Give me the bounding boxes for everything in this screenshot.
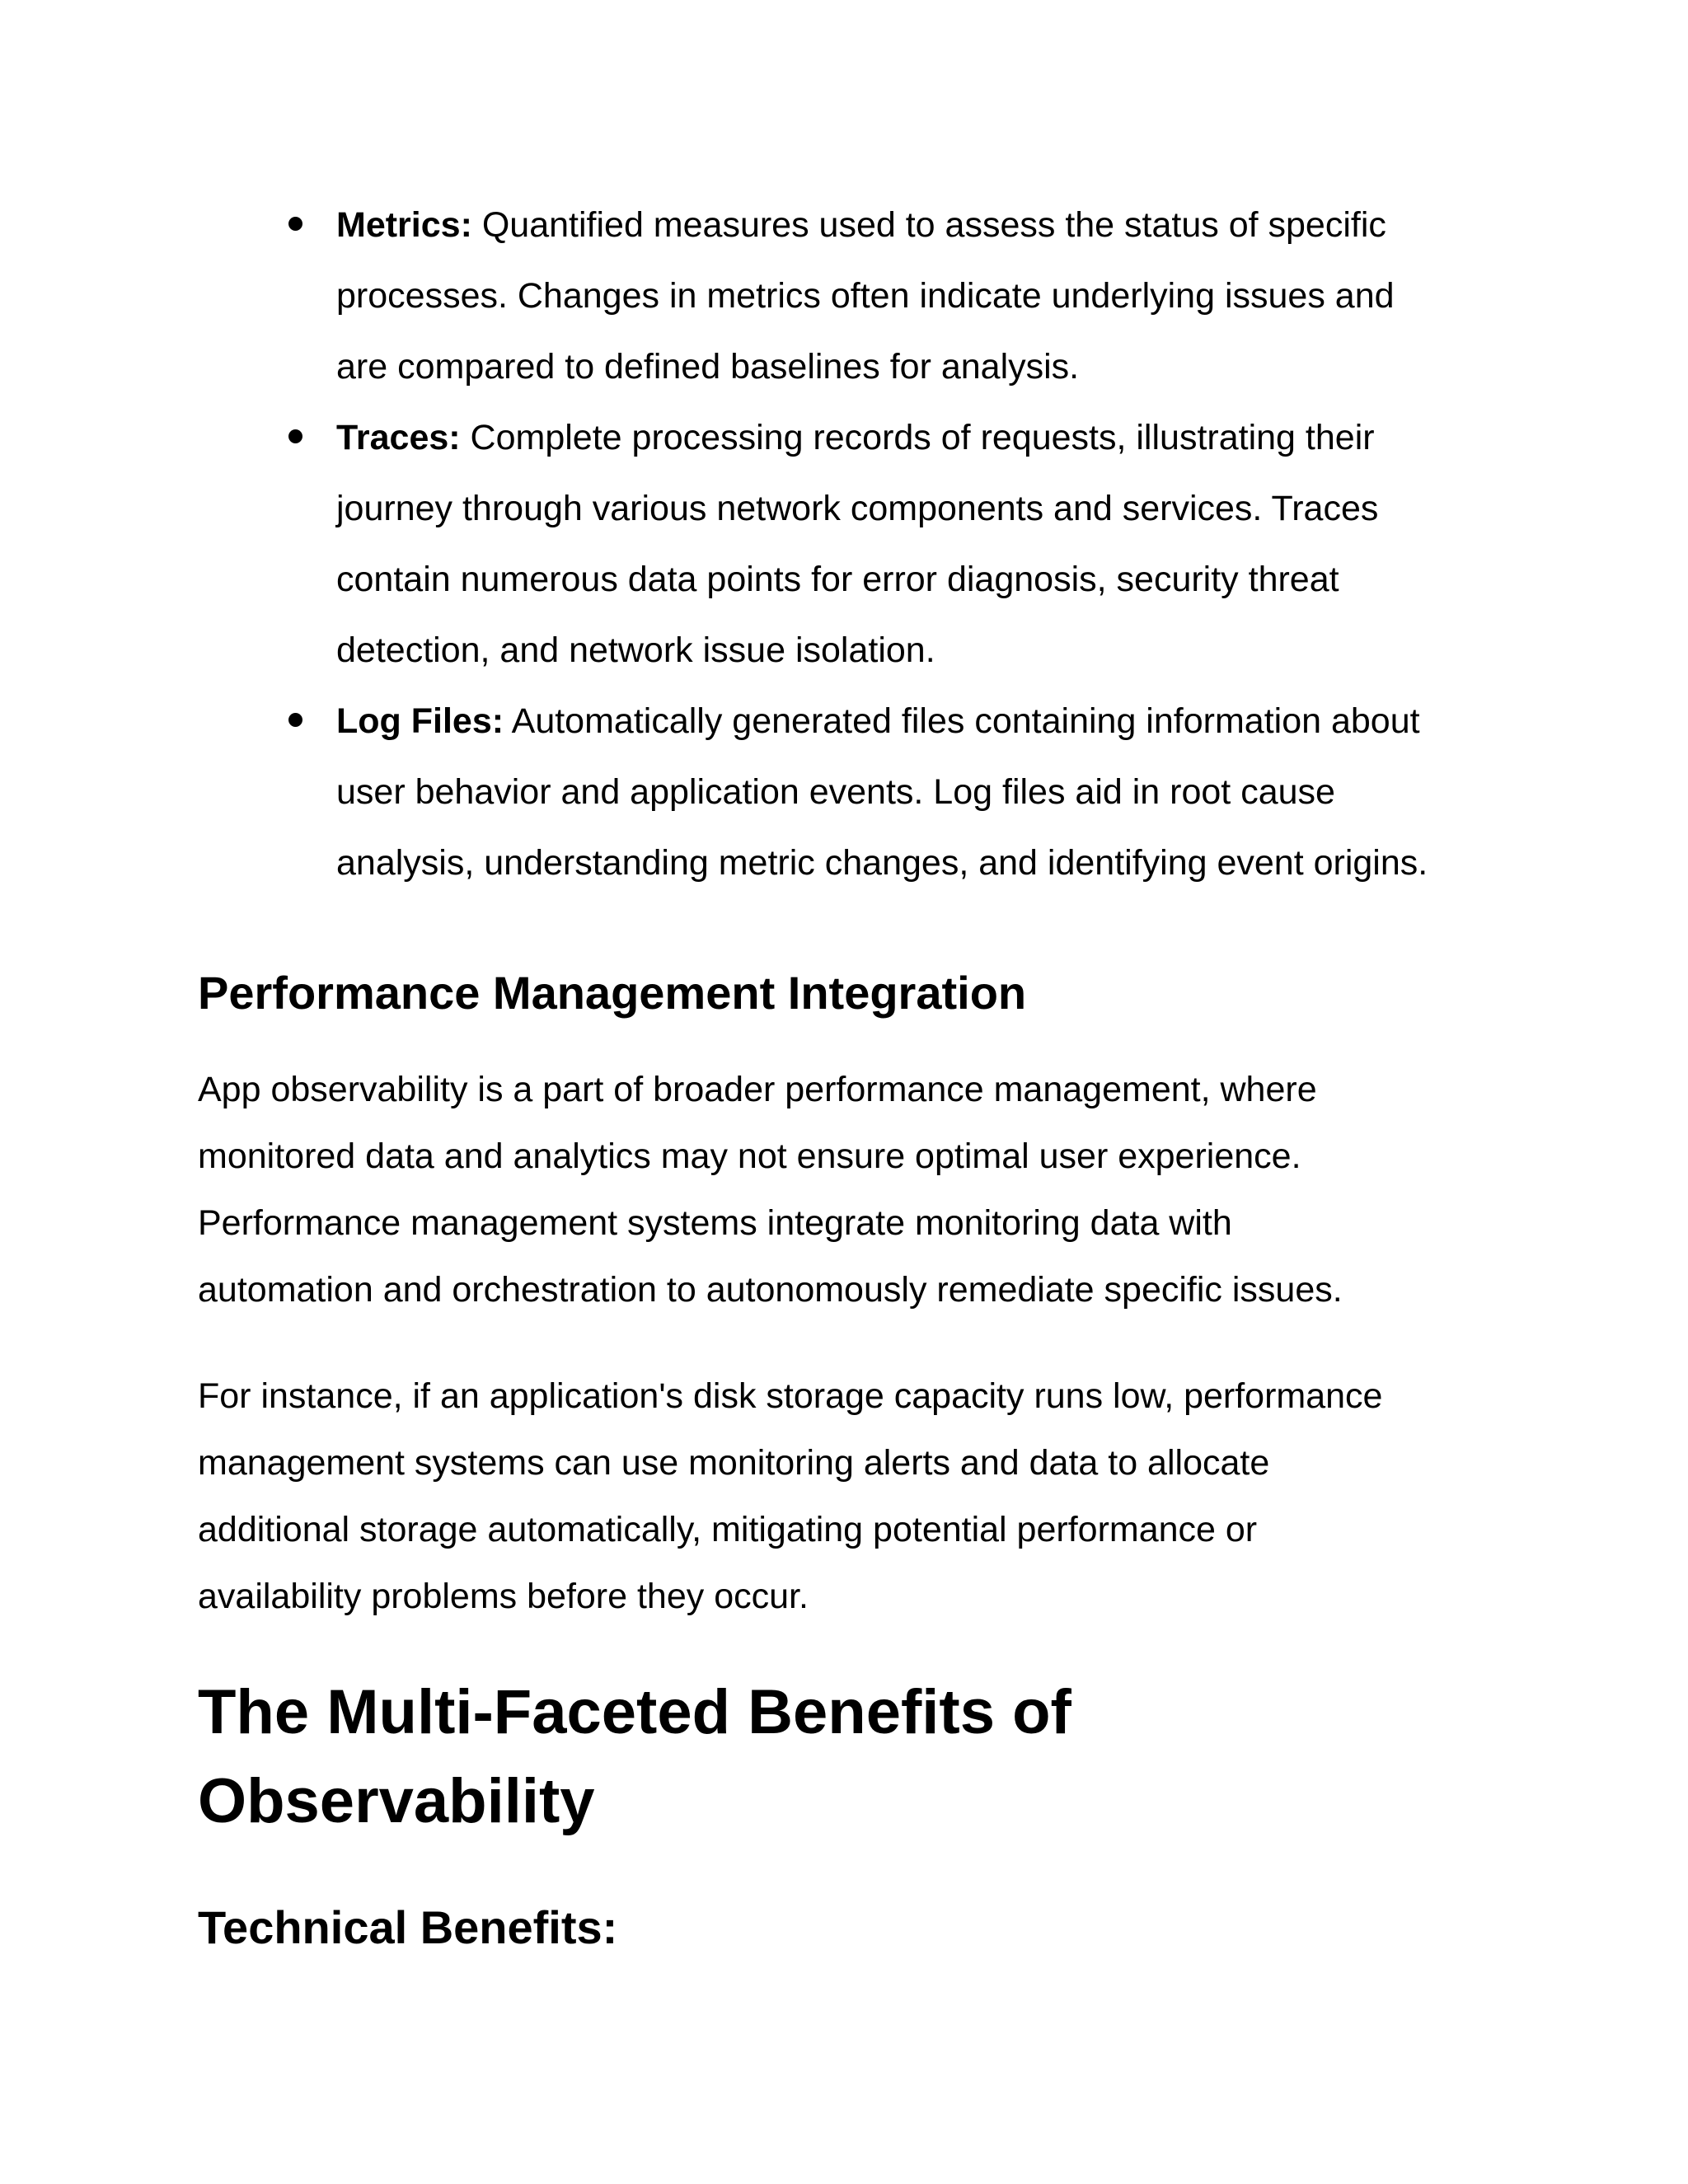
paragraph-line: monitored data and analytics may not ensure optimal user experience. [198, 1137, 1301, 1176]
paragraph-line: automation and orchestration to autonomously remediate specific issues. [198, 1270, 1343, 1310]
bullet-line: analysis, understanding metric changes, and identifying event origins. [336, 843, 1428, 883]
major-heading-benefits [198, 1668, 1517, 1846]
paragraph-line: availability problems before they occur. [198, 1577, 809, 1616]
bullet-text: Automatically generated files containing information about [504, 701, 1420, 741]
performance-paragraph-1 [198, 1057, 1517, 1324]
document-page [198, 190, 1517, 1955]
bullet-dot-icon [288, 713, 302, 727]
bullet-term: Traces: [336, 418, 461, 457]
heading-line: Observability [198, 1766, 595, 1836]
bullet-line: journey through various network components and services. Traces [336, 489, 1379, 528]
bullet-line [336, 402, 1517, 473]
bullet-line: user behavior and application events. Log files aid in root cause [336, 772, 1335, 812]
bullet-dot-icon [288, 217, 302, 231]
bullet-line: are compared to defined baselines for analysis. [336, 347, 1080, 387]
bullet-text: Complete processing records of requests, illustrating their [460, 418, 1375, 457]
paragraph-line: Performance management systems integrate monitoring data with [198, 1203, 1232, 1243]
bullet-line [336, 686, 1517, 757]
bullet-line: processes. Changes in metrics often indicate underlying issues and [336, 276, 1395, 316]
bullet-text: Quantified measures used to assess the status of specific [471, 205, 1386, 245]
bullet-item-traces [336, 402, 1517, 686]
paragraph-line: management systems can use monitoring alerts and data to allocate [198, 1443, 1270, 1483]
bullet-term: Log Files: [336, 701, 504, 741]
section-heading-performance: Performance Management Integration [198, 967, 1027, 1019]
paragraph-line: For instance, if an application's disk storage capacity runs low, performance [198, 1376, 1383, 1416]
bullet-line: contain numerous data points for error diagnosis, security threat [336, 560, 1339, 599]
heading-line: The Multi-Faceted Benefits of [198, 1677, 1071, 1747]
bullet-line [336, 190, 1517, 260]
paragraph-line: additional storage automatically, mitigating potential performance or [198, 1510, 1258, 1549]
performance-paragraph-2 [198, 1363, 1517, 1630]
bullet-line: detection, and network issue isolation. [336, 630, 935, 670]
bullet-item-metrics [336, 190, 1517, 402]
bullet-term: Metrics: [336, 205, 472, 245]
subheading-technical-benefits: Technical Benefits: [198, 1901, 618, 1953]
paragraph-line: App observability is a part of broader performance management, where [198, 1070, 1317, 1109]
bullet-dot-icon [288, 429, 302, 443]
telemetry-bullet-list [198, 190, 1517, 898]
bullet-item-log-files [336, 686, 1517, 898]
